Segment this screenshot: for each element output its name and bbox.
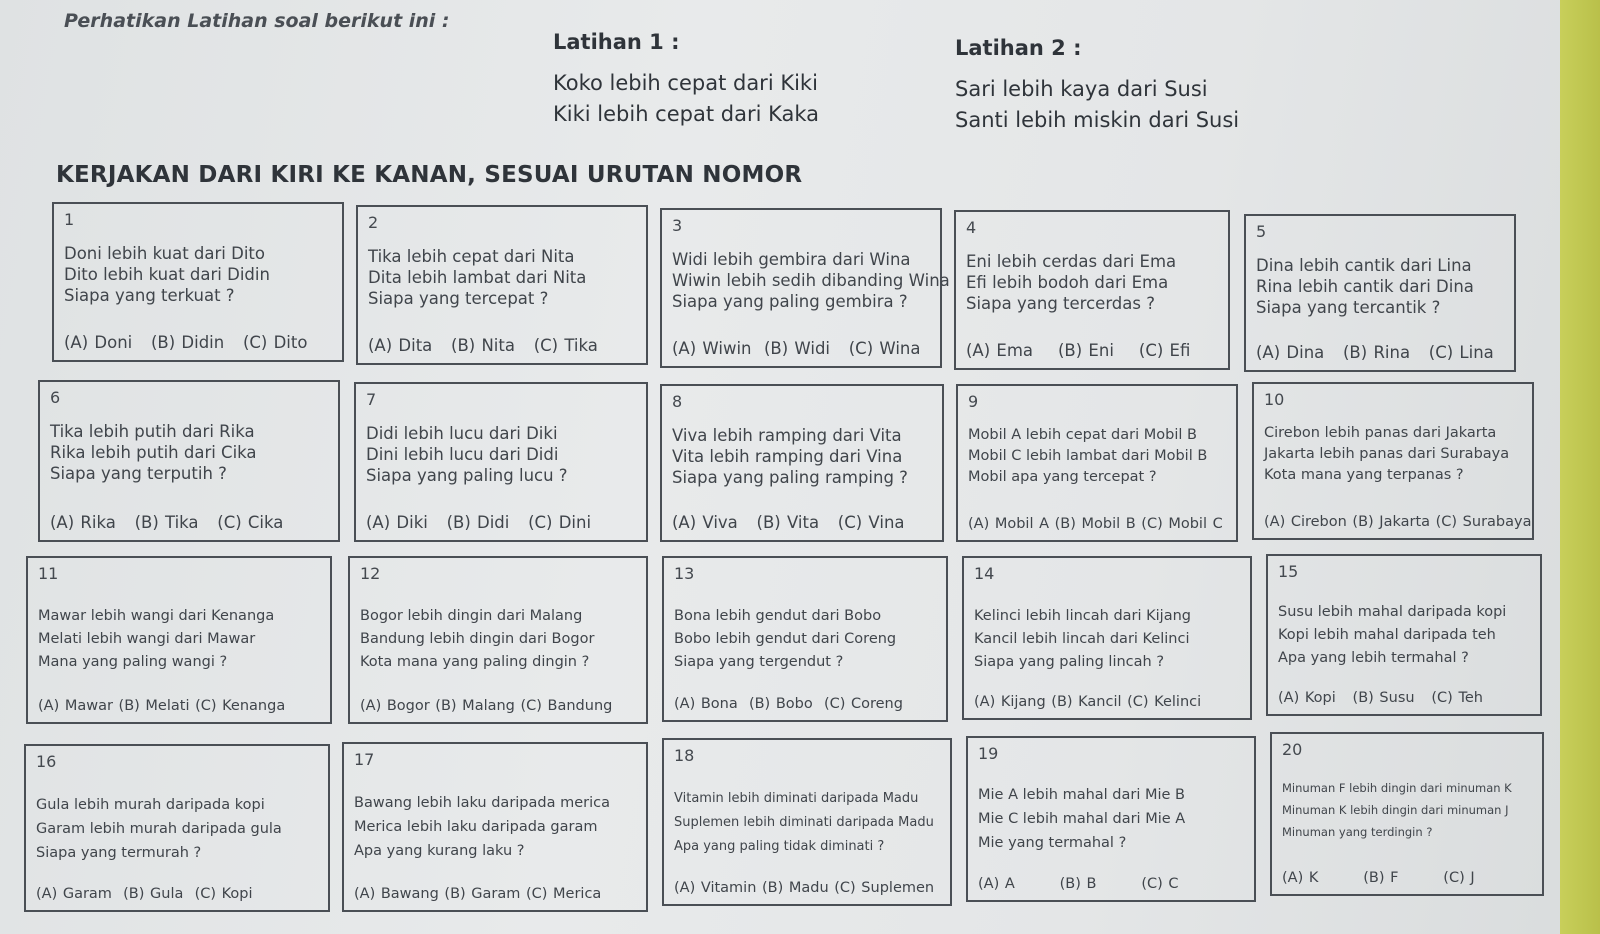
- question-number: 8: [672, 392, 683, 411]
- answer-options: (A) Bogor (B) Malang (C) Bandung: [360, 698, 613, 714]
- question-line: Gula lebih murah daripada kopi: [36, 797, 265, 813]
- question-line: Siapa yang termurah ?: [36, 845, 202, 861]
- question-line: Siapa yang terkuat ?: [64, 286, 235, 305]
- question-box-14: [962, 556, 1252, 720]
- question-line: Apa yang kurang laku ?: [354, 843, 525, 859]
- question-line: Minuman F lebih dingin dari minuman K: [1282, 781, 1512, 795]
- question-line: Bobo lebih gendut dari Coreng: [674, 631, 897, 647]
- question-line: Mobil A lebih cepat dari Mobil B: [968, 427, 1197, 443]
- question-box-1: [52, 202, 344, 362]
- question-box-2: [356, 205, 648, 365]
- latihan-line: Sari lebih kaya dari Susi: [955, 77, 1208, 101]
- question-text: [366, 423, 636, 486]
- latihan-line: Santi lebih miskin dari Susi: [955, 108, 1240, 132]
- question-line: Mie A lebih mahal dari Mie B: [978, 787, 1186, 803]
- question-text: [968, 425, 1226, 488]
- question-text: [1256, 255, 1504, 318]
- latihan-title: Latihan 1 :: [553, 30, 680, 54]
- question-line: Merica lebih laku daripada garam: [354, 819, 598, 835]
- main-title: KERJAKAN DARI KIRI KE KANAN, SESUAI URUTAN NOMOR: [56, 162, 803, 188]
- question-box-13: [662, 556, 948, 722]
- question-line: Tika lebih putih dari Rika: [50, 422, 255, 441]
- question-line: Suplemen lebih diminati daripada Madu: [674, 815, 934, 830]
- question-line: Siapa yang paling ramping ?: [672, 468, 908, 487]
- question-box-19: [966, 736, 1256, 902]
- question-line: Bawang lebih laku daripada merica: [354, 795, 610, 811]
- question-text: [360, 605, 636, 674]
- question-box-10: [1252, 382, 1534, 540]
- question-line: Mie yang termahal ?: [978, 835, 1127, 851]
- question-number: 5: [1256, 222, 1267, 241]
- page-edge-strip: [1560, 0, 1600, 934]
- question-line: Siapa yang tercepat ?: [368, 289, 549, 308]
- question-text: [36, 793, 318, 865]
- question-text: [1264, 423, 1522, 486]
- question-number: 1: [64, 210, 75, 229]
- answer-options: (A) A (B) B (C) C: [978, 876, 1179, 892]
- question-text: [978, 783, 1244, 855]
- question-line: Siapa yang tergendut ?: [674, 654, 844, 670]
- question-line: Mobil apa yang tercepat ?: [968, 469, 1157, 485]
- question-line: Dini lebih lucu dari Didi: [366, 445, 559, 464]
- answer-options: (A) Doni (B) Didin (C) Dito: [64, 333, 308, 352]
- question-line: Mie C lebih mahal dari Mie A: [978, 811, 1186, 827]
- answer-options: (A) Viva (B) Vita (C) Vina: [672, 513, 905, 532]
- question-line: Rika lebih putih dari Cika: [50, 443, 257, 462]
- question-line: Susu lebih mahal daripada kopi: [1278, 604, 1507, 620]
- question-line: Mobil C lebih lambat dari Mobil B: [968, 448, 1208, 464]
- question-line: Siapa yang tercerdas ?: [966, 294, 1155, 313]
- question-text: [64, 243, 332, 306]
- question-text: [674, 787, 940, 859]
- question-line: Eni lebih cerdas dari Ema: [966, 252, 1177, 271]
- answer-options: (A) Bawang (B) Garam (C) Merica: [354, 886, 602, 902]
- question-number: 15: [1278, 562, 1299, 581]
- answer-options: (A) Ema (B) Eni (C) Efi: [966, 341, 1191, 360]
- question-line: Viva lebih ramping dari Vita: [672, 426, 902, 445]
- question-line: Vita lebih ramping dari Vina: [672, 447, 903, 466]
- question-number: 13: [674, 564, 695, 583]
- question-box-3: [660, 208, 950, 368]
- question-line: Siapa yang terputih ?: [50, 464, 227, 483]
- question-line: Apa yang lebih termahal ?: [1278, 650, 1469, 666]
- question-line: Siapa yang paling lincah ?: [974, 654, 1165, 670]
- answer-options: (A) Garam (B) Gula (C) Kopi: [36, 886, 253, 902]
- question-text: [672, 425, 932, 488]
- question-line: Minuman K lebih dingin dari minuman J: [1282, 803, 1509, 817]
- question-line: Vitamin lebih diminati daripada Madu: [674, 791, 919, 806]
- question-line: Cirebon lebih panas dari Jakarta: [1264, 425, 1497, 441]
- question-box-16: [24, 744, 330, 912]
- question-line: Kota mana yang terpanas ?: [1264, 467, 1464, 483]
- question-text: [966, 251, 1218, 314]
- question-text: [1278, 601, 1530, 670]
- question-line: Kopi lebih mahal daripada teh: [1278, 627, 1496, 643]
- latihan-line: Kiki lebih cepat dari Kaka: [553, 102, 820, 126]
- question-line: Tika lebih cepat dari Nita: [368, 247, 575, 266]
- answer-options: (A) Vitamin (B) Madu (C) Suplemen: [674, 880, 935, 896]
- question-box-15: [1266, 554, 1542, 716]
- question-text: [674, 605, 936, 674]
- question-line: Dina lebih cantik dari Lina: [1256, 256, 1472, 275]
- question-line: Efi lebih bodoh dari Ema: [966, 273, 1169, 292]
- question-box-20: [1270, 732, 1544, 896]
- question-number: 10: [1264, 390, 1285, 409]
- instruction-text: Perhatikan Latihan soal berikut ini :: [64, 10, 450, 32]
- question-box-5: [1244, 214, 1516, 372]
- answer-options: (A) Rika (B) Tika (C) Cika: [50, 513, 284, 532]
- answer-options: (A) Mobil A (B) Mobil B (C) Mobil C: [968, 516, 1223, 532]
- question-number: 7: [366, 390, 377, 409]
- answer-options: (A) Mawar (B) Melati (C) Kenanga: [38, 698, 286, 714]
- question-box-18: [662, 738, 952, 906]
- question-number: 20: [1282, 740, 1303, 759]
- question-line: Mawar lebih wangi dari Kenanga: [38, 608, 275, 624]
- latihan-1: [553, 30, 819, 130]
- question-line: Garam lebih murah daripada gula: [36, 821, 282, 837]
- question-line: Widi lebih gembira dari Wina: [672, 250, 911, 269]
- question-number: 3: [672, 216, 683, 235]
- answer-options: (A) Dita (B) Nita (C) Tika: [368, 336, 598, 355]
- question-line: Siapa yang paling gembira ?: [672, 292, 908, 311]
- question-box-8: [660, 384, 944, 542]
- question-line: Wiwin lebih sedih dibanding Wina: [672, 271, 950, 290]
- question-text: [368, 246, 636, 309]
- question-number: 11: [38, 564, 59, 583]
- question-line: Bandung lebih dingin dari Bogor: [360, 631, 595, 647]
- answer-options: (A) Bona (B) Bobo (C) Coreng: [674, 696, 903, 712]
- question-line: Siapa yang paling lucu ?: [366, 466, 568, 485]
- question-text: [974, 605, 1240, 674]
- question-box-11: [26, 556, 332, 724]
- question-number: 6: [50, 388, 61, 407]
- question-line: Dita lebih lambat dari Nita: [368, 268, 587, 287]
- answer-options: (A) Dina (B) Rina (C) Lina: [1256, 343, 1494, 362]
- question-line: Siapa yang tercantik ?: [1256, 298, 1441, 317]
- question-line: Rina lebih cantik dari Dina: [1256, 277, 1474, 296]
- latihan-line: Koko lebih cepat dari Kiki: [553, 71, 818, 95]
- question-box-12: [348, 556, 648, 724]
- question-number: 4: [966, 218, 977, 237]
- question-number: 14: [974, 564, 995, 583]
- question-text: [1282, 777, 1532, 843]
- question-text: [672, 249, 950, 312]
- question-line: Kota mana yang paling dingin ?: [360, 654, 590, 670]
- question-number: 16: [36, 752, 57, 771]
- question-line: Dito lebih kuat dari Didin: [64, 265, 270, 284]
- question-line: Jakarta lebih panas dari Surabaya: [1264, 446, 1510, 462]
- question-box-7: [354, 382, 648, 542]
- latihan-title: Latihan 2 :: [955, 36, 1082, 60]
- answer-options: (A) Cirebon (B) Jakarta (C) Surabaya: [1264, 514, 1532, 530]
- question-line: Melati lebih wangi dari Mawar: [38, 631, 256, 647]
- question-line: Mana yang paling wangi ?: [38, 654, 228, 670]
- question-line: Didi lebih lucu dari Diki: [366, 424, 558, 443]
- question-number: 9: [968, 392, 979, 411]
- answer-options: (A) K (B) F (C) J: [1282, 870, 1475, 886]
- latihan-2: [955, 36, 1239, 136]
- question-box-17: [342, 742, 648, 912]
- question-line: Minuman yang terdingin ?: [1282, 825, 1433, 839]
- question-box-6: [38, 380, 340, 542]
- question-number: 12: [360, 564, 381, 583]
- question-line: Kelinci lebih lincah dari Kijang: [974, 608, 1191, 624]
- question-text: [50, 421, 328, 484]
- question-line: Bogor lebih dingin dari Malang: [360, 608, 583, 624]
- question-box-9: [956, 384, 1238, 542]
- question-line: Doni lebih kuat dari Dito: [64, 244, 265, 263]
- question-number: 18: [674, 746, 695, 765]
- answer-options: (A) Diki (B) Didi (C) Dini: [366, 513, 592, 532]
- question-box-4: [954, 210, 1230, 370]
- question-line: Kancil lebih lincah dari Kelinci: [974, 631, 1190, 647]
- question-number: 17: [354, 750, 375, 769]
- question-line: Bona lebih gendut dari Bobo: [674, 608, 882, 624]
- question-number: 19: [978, 744, 999, 763]
- question-text: [354, 791, 636, 863]
- answer-options: (A) Kopi (B) Susu (C) Teh: [1278, 690, 1483, 706]
- question-text: [38, 605, 320, 674]
- answer-options: (A) Wiwin (B) Widi (C) Wina: [672, 339, 921, 358]
- question-line: Apa yang paling tidak diminati ?: [674, 839, 885, 854]
- answer-options: (A) Kijang (B) Kancil (C) Kelinci: [974, 694, 1202, 710]
- question-number: 2: [368, 213, 379, 232]
